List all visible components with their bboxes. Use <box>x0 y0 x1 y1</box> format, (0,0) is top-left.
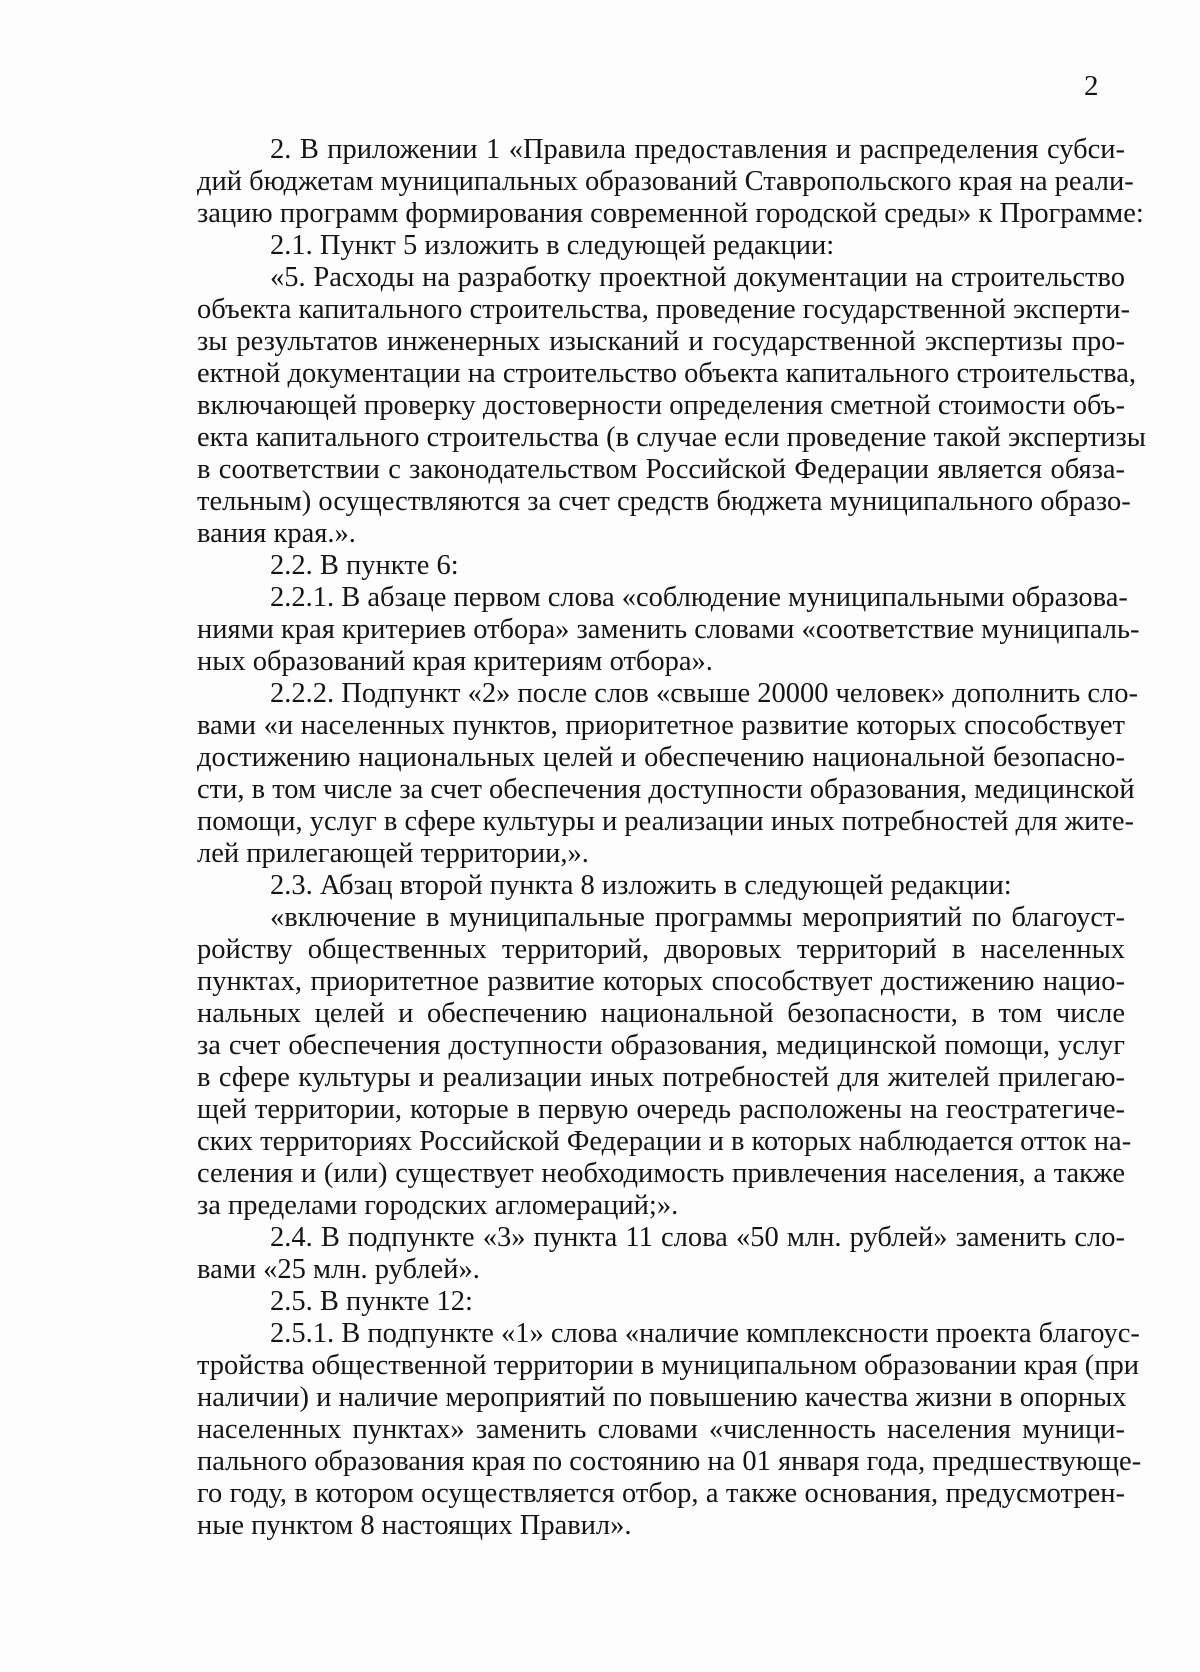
text-line: 2. В приложении 1 «Правила предоставления и распределения субси- <box>270 134 1125 165</box>
text-line: пального образования края по состоянию на 01 января года, предшествующе- <box>197 1446 1142 1477</box>
text-line: ройству общественных территорий, дворовых территорий в населенных <box>197 934 1125 965</box>
text-line: го году, в котором осуществляется отбор, а также основания, предусмотрен- <box>197 1478 1125 1509</box>
text-line: объекта капитального строительства, проведение государственной эксперти- <box>197 294 1131 325</box>
text-line: ских территориях Российской Федерации и в которых наблюдается отток на- <box>197 1126 1132 1157</box>
text-line: ных образований края критериям отбора». <box>197 646 713 677</box>
text-line: достижению национальных целей и обеспечению национальной безопасно- <box>197 742 1125 773</box>
text-line: 2.2. В пункте 6: <box>270 550 459 581</box>
text-line: вания края.». <box>197 518 356 549</box>
text-line: за счет обеспечения доступности образования, медицинской помощи, услуг <box>197 1030 1125 1061</box>
text-line: наличии) и наличие мероприятий по повышению качества жизни в опорных <box>197 1382 1127 1413</box>
text-line: пунктах, приоритетное развитие которых способствует достижению нацио- <box>197 966 1125 997</box>
text-line: за пределами городских агломераций;». <box>197 1190 679 1221</box>
text-line: вами «25 млн. рублей». <box>197 1254 480 1285</box>
text-line: дий бюджетам муниципальных образований Ставропольского края на реали- <box>197 166 1134 197</box>
text-line: населенных пунктах» заменить словами «численность населения муници- <box>197 1414 1125 1445</box>
text-line: 2.4. В подпункте «3» пункта 11 слова «50 млн. рублей» заменить сло- <box>270 1222 1125 1253</box>
text-line: зацию программ формирования современной городской среды» к Программе: <box>197 198 1144 229</box>
text-line: «включение в муниципальные программы мероприятий по благоуст- <box>270 902 1125 933</box>
text-line: сти, в том числе за счет обеспечения доступности образования, медицинской <box>197 774 1135 805</box>
text-line: щей территории, которые в первую очередь расположены на геостратегиче- <box>197 1094 1125 1125</box>
text-line: 2.2.2. Подпункт «2» после слов «свыше 20000 человек» дополнить сло- <box>270 678 1139 709</box>
text-line: 2.1. Пункт 5 изложить в следующей редакции: <box>270 230 835 261</box>
text-line: 2.3. Абзац второй пункта 8 изложить в следующей редакции: <box>270 870 1012 901</box>
text-line: ные пунктом 8 настоящих Правил». <box>197 1510 632 1541</box>
text-line: «5. Расходы на разработку проектной документации на строительство <box>270 262 1125 293</box>
text-line: ниями края критериев отбора» заменить словами «соответствие муниципаль- <box>197 614 1140 645</box>
text-line: лей прилегающей территории,». <box>197 838 589 869</box>
page-number: 2 <box>1084 70 1099 102</box>
text-line: ектной документации на строительство объекта капитального строительства, <box>197 358 1137 389</box>
text-line: 2.2.1. В абзаце первом слова «соблюдение муниципальными образова- <box>270 582 1128 613</box>
text-line: включающей проверку достоверности определения сметной стоимости объ- <box>197 390 1125 421</box>
text-line: селения и (или) существует необходимость привлечения населения, а также <box>197 1158 1125 1189</box>
text-line: в соответствии с законодательством Российской Федерации является обяза- <box>197 454 1125 485</box>
text-line: нальных целей и обеспечению национальной безопасности, в том числе <box>197 998 1125 1029</box>
text-line: тельным) осуществляются за счет средств бюджета муниципального образо- <box>197 486 1131 517</box>
text-line: помощи, услуг в сфере культуры и реализации иных потребностей для жите- <box>197 806 1135 837</box>
text-line: в сфере культуры и реализации иных потребностей для жителей прилегаю- <box>197 1062 1125 1093</box>
text-line: тройства общественной территории в муниципальном образовании края (при <box>197 1350 1140 1381</box>
text-line: екта капитального строительства (в случае если проведение такой экспертизы <box>197 422 1146 453</box>
text-line: вами «и населенных пунктов, приоритетное развитие которых способствует <box>197 710 1125 741</box>
text-line: зы результатов инженерных изысканий и государственной экспертизы про- <box>197 326 1125 357</box>
text-line: 2.5. В пункте 12: <box>270 1286 473 1317</box>
text-line: 2.5.1. В подпункте «1» слова «наличие комплексности проекта благоус- <box>270 1318 1140 1349</box>
